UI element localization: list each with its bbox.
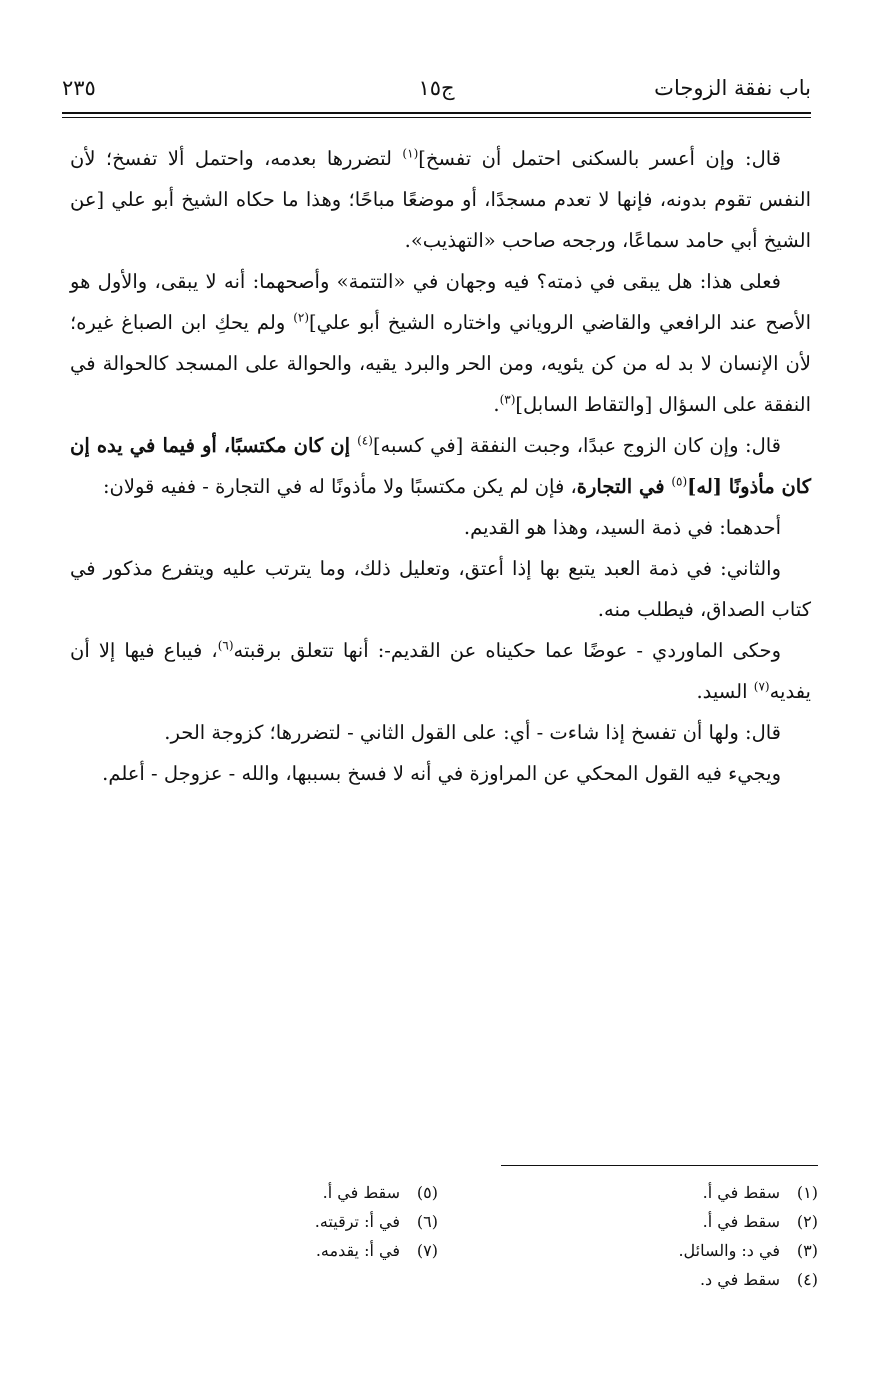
footnotes-column-right bbox=[558, 1178, 818, 1294]
header-rule-thick bbox=[62, 112, 811, 114]
volume-number: ج١٥ bbox=[418, 76, 455, 100]
footnote-ref-3: (٣) bbox=[499, 392, 516, 407]
footnote-ref-4: (٤) bbox=[357, 433, 373, 448]
footnote-ref-7: (٧) bbox=[753, 679, 770, 694]
paragraph-6: وحكى الماوردي - عوضًا عما حكيناه عن القديم-: أنها تتعلق برقبته$^{(٦)}$، فيباع فيها إلا أن يفديه$^{(٧)}$ السيد. bbox=[70, 638, 811, 703]
paragraph-8: ويجيء فيه القول المحكي عن المراوزة في أنه لا فسخ بسببها، والله - عزوجل - أعلم. bbox=[102, 762, 781, 785]
header-rule-thin bbox=[62, 117, 811, 118]
paragraph-3: قال: وإن كان الزوج عبدًا، وجبت النفقة [في كسبه]$^{(٤)}$ إن كان مكتسبًا، أو فيما في يده إن كان مأذونًا [له]$^{(٥)}$ في التجارة، فإن لم يكن مكتسبًا ولا مأذونًا له في التجارة - ففيه قولان: bbox=[70, 433, 811, 498]
footnotes-column-left bbox=[198, 1178, 438, 1265]
footnote-ref-1: (١) bbox=[402, 146, 419, 161]
paragraph-1: قال: وإن أعسر بالسكنى احتمل أن تفسخ]$^{(١)}$ لتضررها بعدمه، واحتمل ألا تفسخ؛ لأن النفس تقوم بدونه، فإنها لا تعدم مسجدًا، أو موضعًا مباحًا؛ وهذا ما حكاه الشيخ أبو علي [عن الشيخ أبي حامد سماعًا، ورجحه صاحب «التهذيب». bbox=[70, 146, 811, 252]
paragraph-4: أحدهما: في ذمة السيد، وهذا هو القديم. bbox=[463, 516, 781, 539]
footnote-ref-5: (٥) bbox=[671, 474, 688, 489]
footnote-separator bbox=[501, 1165, 818, 1166]
paragraph-7: قال: ولها أن تفسخ إذا شاءت - أي: على القول الثاني - لتضررها؛ كزوجة الحر. bbox=[164, 721, 781, 744]
running-header bbox=[62, 70, 811, 110]
paragraph-2: فعلى هذا: هل يبقى في ذمته؟ فيه وجهان في «التتمة» وأصحهما: أنه لا يبقى، والأول هو الأصح عند الرافعي والقاضي الروياني واختاره الشيخ أبو علي]$^{(٢)}$ ولم يحكِ ابن الصباغ غيره؛ لأن الإنسان لا بد له من كن يئويه، ومن الحر والبرد يقيه، والحوالة على المسجد كالحوالة في النفقة على السؤال [والتقاط السابل]$^{(٣)}$. bbox=[70, 270, 811, 416]
footnote-4: (٤)سقط في د. bbox=[699, 1270, 818, 1289]
main-text bbox=[70, 138, 811, 794]
page-number: ٢٣٥ bbox=[62, 76, 96, 100]
chapter-title: باب نفقة الزوجات bbox=[654, 76, 811, 100]
footnote-ref-6: (٦) bbox=[217, 638, 234, 653]
footnote-1: (١)سقط في أ. bbox=[702, 1183, 818, 1202]
footnote-5: (٥)سقط في أ. bbox=[322, 1183, 438, 1202]
footnote-2: (٢)سقط في أ. bbox=[702, 1212, 818, 1231]
footnote-7: (٧)في أ: يقدمه. bbox=[315, 1241, 438, 1260]
footnote-ref-2: (٢) bbox=[293, 310, 310, 325]
footnote-6: (٦)في أ: ترقيته. bbox=[314, 1212, 438, 1231]
footnote-3: (٣)في د: والسائل. bbox=[678, 1241, 818, 1260]
paragraph-5: والثاني: في ذمة العبد يتبع بها إذا أعتق، وتعليل ذلك، وما يترتب عليه ويتفرع مذكور في كتاب الصداق، فيطلب منه. bbox=[70, 557, 811, 621]
